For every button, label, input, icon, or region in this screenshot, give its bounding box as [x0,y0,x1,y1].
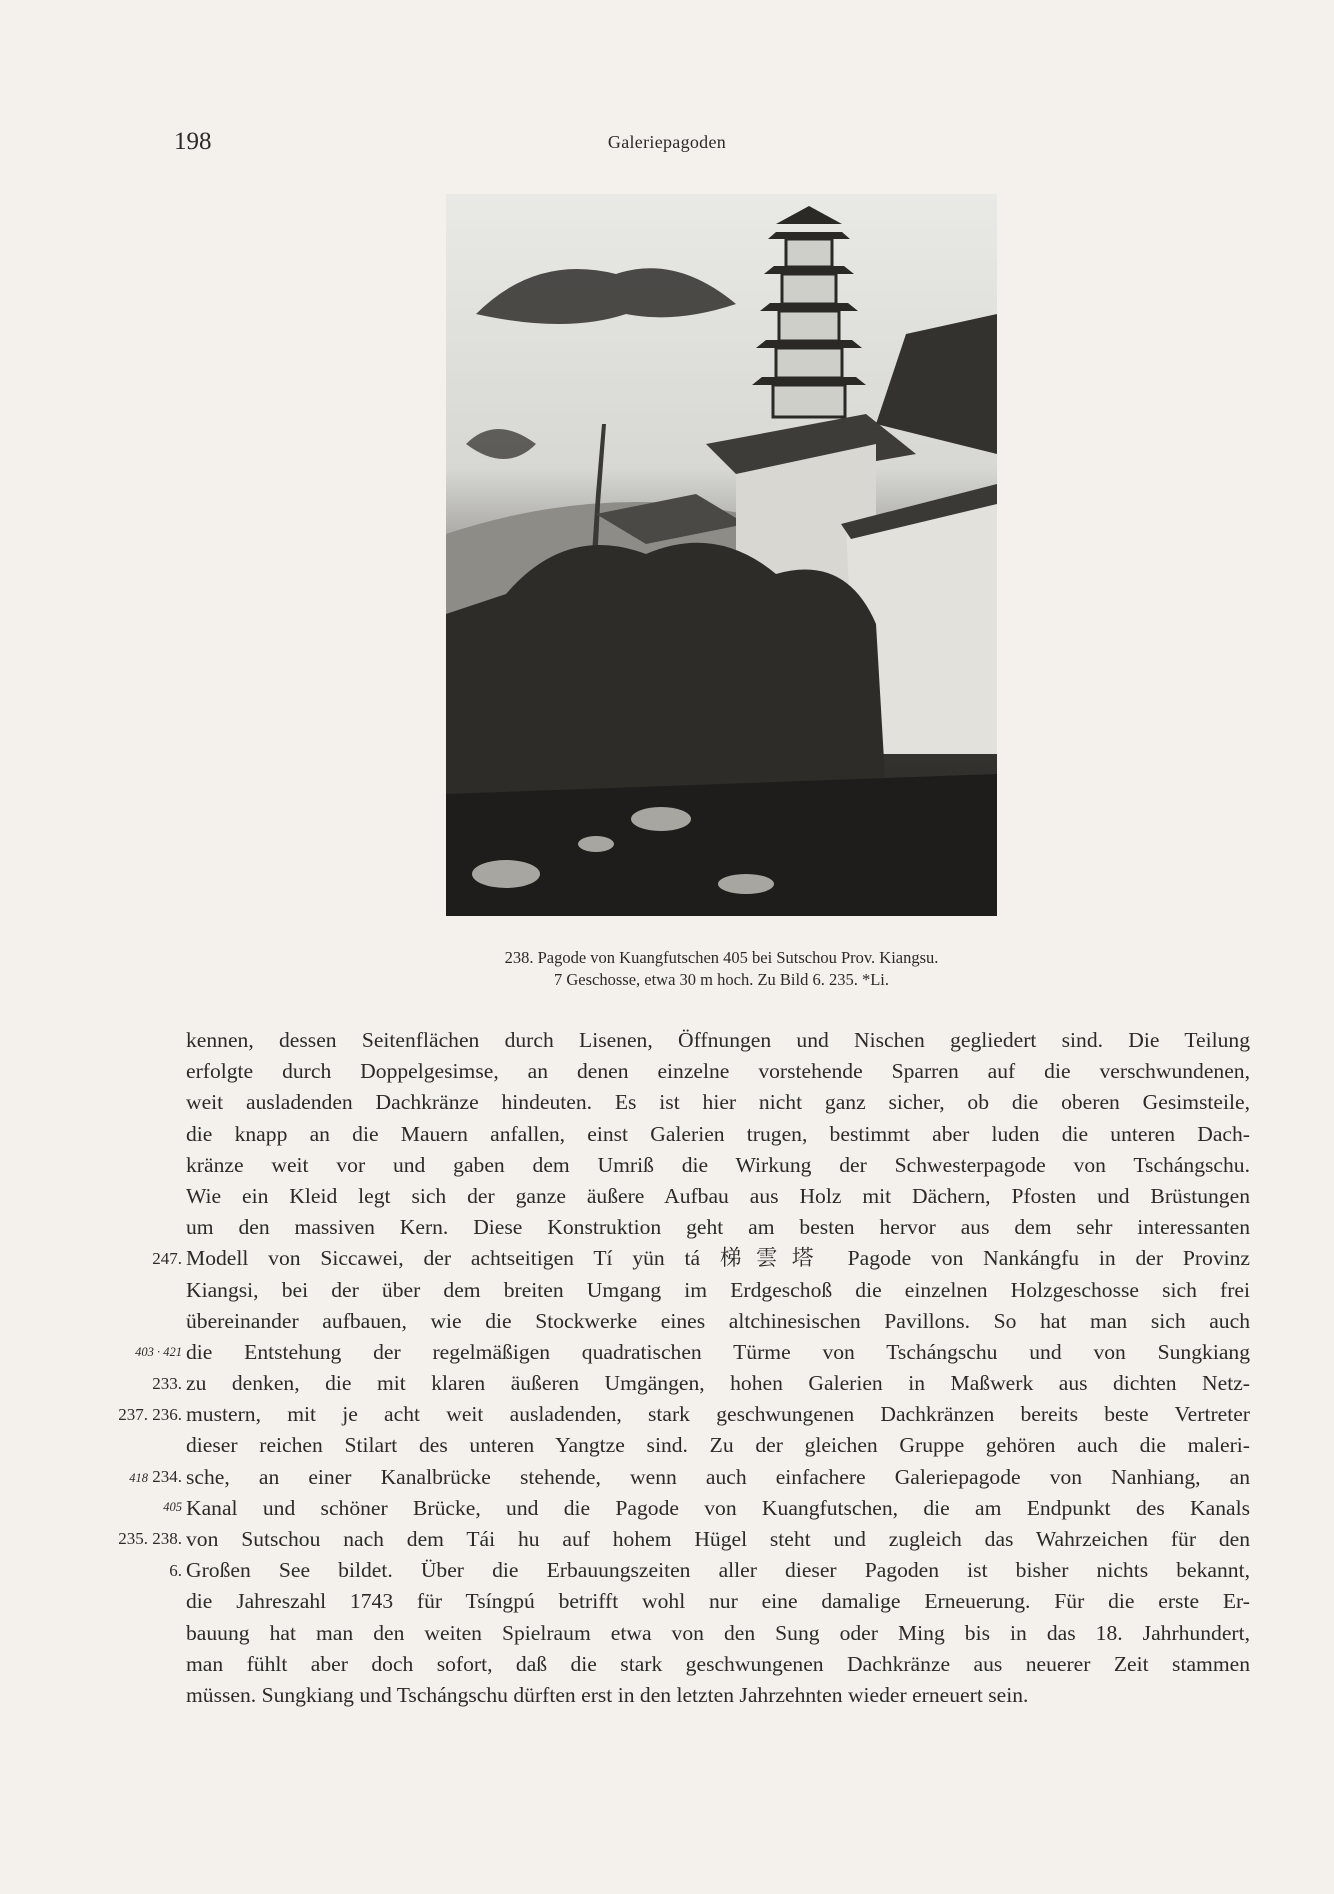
text-line: Großen See bildet. Über die Erbauungszeiten aller dieser Pagoden ist bisher nichts bekannt, [186,1558,1250,1583]
text-line: um den massiven Kern. Diese Konstruktion geht am besten hervor aus dem sehr interessanten [186,1215,1250,1240]
margin-ref-6: 6. [169,1561,182,1580]
text-line: zu denken, die mit klaren äußeren Umgängen, hohen Galerien in Maßwerk aus dichten Netz- [186,1371,1250,1396]
margin-ref-418: 418 [129,1471,148,1485]
text-line: erfolgte durch Doppelgesimse, an denen einzelne vorstehende Sparren auf die verschwundenen, [186,1059,1250,1084]
text-line: bauung hat man den weiten Spielraum etwa von den Sung oder Ming bis in das 18. Jahrhundert, [186,1620,1250,1645]
text-line: müssen. Sungkiang und Tschángschu dürften erst in den letzten Jahrzehnten wieder erneuert sein. [186,1682,1029,1707]
margin-ref-418-234 [129,1461,182,1492]
text-line: man fühlt aber doch sofort, daß die stark geschwungenen Dachkränze aus neuerer Zeit stammen [186,1651,1250,1676]
text-line: dieser reichen Stilart des unteren Yangtze sind. Zu der gleichen Gruppe gehören auch die maleri- [186,1433,1250,1458]
text-line: mustern, mit je acht weit ausladenden, stark geschwungenen Dachkränzen bereits beste Vertreter [186,1402,1250,1427]
text-line: von Sutschou nach dem Tái hu auf hohem Hügel steht und zugleich das Wahrzeichen für den [186,1527,1250,1551]
text-line: kränze weit vor und gaben dem Umriß die Wirkung der Schwesterpagode von Tschángschu. [186,1152,1250,1177]
pagoda-photograph [446,194,997,916]
margin-ref-235-238: 235. 238. [118,1529,182,1548]
body-text [186,1025,1250,1711]
figure-caption [446,947,997,991]
caption-line-2: 7 Geschosse, etwa 30 m hoch. Zu Bild 6. 235. *Li. [554,970,889,989]
margin-ref-237-236: 237. 236. [118,1405,182,1424]
text-line: Kiangsi, bei der über dem breiten Umgang im Erdgeschoß die einzelnen Holzgeschosse sich frei [186,1277,1250,1302]
text-line: weit ausladenden Dachkränze hindeuten. Es ist hier nicht ganz sicher, ob die oberen Gesimsteile, [186,1090,1250,1115]
pagoda-photo-illustration [446,194,997,916]
text-line: die Entstehung der regelmäßigen quadratischen Türme von Tschángschu und von Sungkiang [186,1339,1250,1364]
text-line: Kanal und schöner Brücke, und die Pagode von Kuangfutschen, die am Endpunkt des Kanals [186,1495,1250,1520]
margin-ref-234: 234. [148,1467,182,1486]
margin-ref-403-421: 403 · 421 [135,1345,182,1359]
text-line: die Jahreszahl 1743 für Tsíngpú betrifft wohl nur eine damalige Erneuerung. Für die erste Er- [186,1589,1250,1614]
running-head: Galeriepagoden [607,132,727,152]
text-line: die knapp an die Mauern anfallen, einst Galerien trugen, bestimmt aber luden die unteren Dach- [186,1121,1250,1146]
text-line: übereinander aufbauen, wie die Stockwerke eines altchinesischen Pavillons. So hat man sich auch [186,1308,1250,1333]
page-number: 198 [174,128,212,155]
text-line: Modell von Siccawei, der achtseitigen Tí yün tá 梯雲塔 Pagode von Nankángfu in der Provinz [186,1246,1250,1271]
margin-ref-405: 405 [163,1500,182,1514]
margin-ref-247: 247. [152,1249,182,1268]
text-line: Wie ein Kleid legt sich der ganze äußere Aufbau aus Holz mit Dächern, Pfosten und Brüstungen [186,1183,1250,1208]
text-line: kennen, dessen Seitenflächen durch Lisenen, Öffnungen und Nischen gegliedert sind. Die Teilung [186,1028,1250,1052]
margin-ref-233: 233. [152,1374,182,1393]
text-line: sche, an einer Kanalbrücke stehende, wenn auch einfachere Galeriepagode von Nanhiang, an [186,1464,1250,1489]
caption-line-1: 238. Pagode von Kuangfutschen 405 bei Sutschou Prov. Kiangsu. [504,948,939,967]
